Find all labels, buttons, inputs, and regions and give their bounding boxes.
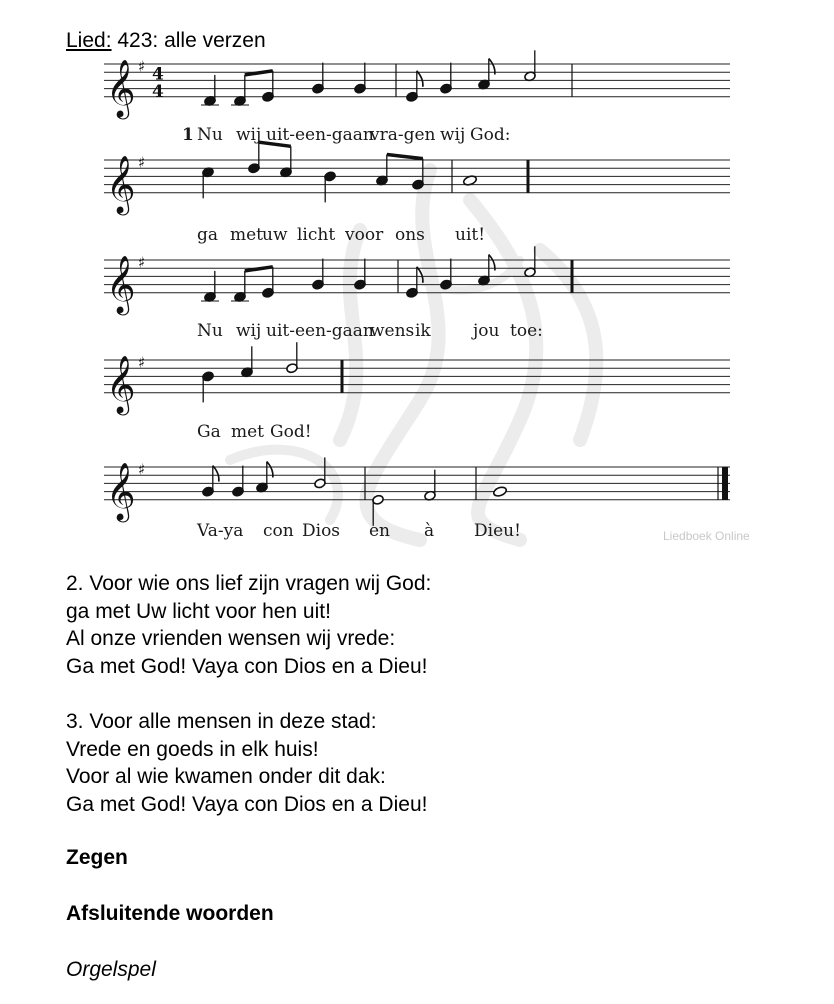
verse-2-line-3: Al onze vrienden wensen wij vrede: <box>66 627 396 650</box>
lyric-syllable: ik <box>415 321 431 341</box>
lyric-syllable: toe: <box>510 321 543 341</box>
staff-1 <box>104 50 730 120</box>
lyric-syllable: voor <box>345 225 384 245</box>
treble-clef-icon: 𝄞 <box>106 461 136 520</box>
lyric-syllable: à <box>424 521 435 541</box>
note-beam <box>387 155 423 159</box>
treble-clef-icon: 𝄞 <box>106 354 136 413</box>
lyric-syllable: uit-een-gaan <box>266 321 374 341</box>
lyric-syllable: uw <box>262 225 288 245</box>
lyric-syllable: ga <box>197 225 219 245</box>
lyric-syllable: wens <box>370 321 415 341</box>
lyric-syllable: uit! <box>455 225 486 245</box>
sharp-icon: ♯ <box>138 460 146 479</box>
watermark-credit: Liedboek Online <box>663 529 750 543</box>
hymn-title: 423: alle verzen <box>111 29 266 52</box>
lyric-syllable: God! <box>270 422 312 442</box>
lyric-syllable: wij <box>440 125 466 145</box>
sharp-icon: ♯ <box>138 153 146 172</box>
verse-3 <box>66 708 427 818</box>
lyric-syllable: Dios <box>302 521 341 541</box>
lyric-syllable: Nu <box>197 321 223 341</box>
lyric-syllable: jou <box>473 321 500 341</box>
lyric-syllable: Ga <box>197 422 221 442</box>
lied-label: Lied: <box>66 29 112 52</box>
note-beam <box>245 267 273 271</box>
note-flag <box>417 71 423 87</box>
sharp-icon: ♯ <box>138 253 146 272</box>
final-bar-line <box>722 467 728 500</box>
lyric-syllable: met <box>230 225 264 245</box>
verse-2-line-2: ga met Uw licht voor hen uit! <box>66 599 331 623</box>
lyric-syllable: uit-een-gaan <box>266 125 374 145</box>
verse-3-line-2: Vrede en goeds in elk huis! <box>66 737 319 761</box>
closing-words-heading: Afsluitende woorden <box>66 902 274 925</box>
lyric-syllable: God: <box>470 125 511 145</box>
treble-clef-icon: 𝄞 <box>106 254 136 313</box>
note-flag <box>213 466 219 482</box>
sharp-icon: ♯ <box>138 57 146 76</box>
lyric-syllable: met <box>231 422 265 442</box>
note-beam <box>245 71 273 75</box>
staff-3 <box>104 246 730 315</box>
verse-3-line-4: Ga met God! Vaya con Dios en a Dieu! <box>66 792 428 816</box>
verse-2 <box>66 570 431 680</box>
lyric-syllable: licht <box>297 225 336 245</box>
lyric-syllable: con <box>263 521 294 541</box>
verse-3-line-1: 3. Voor alle mensen in deze stad: <box>66 710 377 733</box>
lyric-syllable: Nu <box>197 125 223 145</box>
lyric-syllable: wij <box>236 125 262 145</box>
treble-clef-icon: 𝄞 <box>106 154 136 213</box>
verse-3-line-3: Voor al wie kwamen onder dit dak: <box>66 765 386 788</box>
note-head <box>493 486 508 498</box>
verse-2-line-1: 2. Voor wie ons lief zijn vragen wij God: <box>66 572 432 595</box>
lyric-syllable: vra-gen <box>370 125 436 145</box>
treble-clef-icon: 𝄞 <box>106 58 136 117</box>
lyric-syllable: Dieu! <box>474 521 521 541</box>
time-signature-top: 4 <box>152 64 164 85</box>
lyric-syllable: 1 <box>182 125 194 145</box>
staff-5 <box>104 457 730 525</box>
lyric-syllable: ons <box>395 225 425 245</box>
blessing-heading: Zegen <box>66 846 128 869</box>
verse-2-line-4: Ga met God! Vaya con Dios en a Dieu! <box>66 654 428 678</box>
organ-music-label: Orgelspel <box>66 958 156 981</box>
time-signature-bottom: 4 <box>152 81 164 102</box>
lyric-syllable: Va-ya <box>197 521 244 541</box>
lyric-syllable: en <box>369 521 391 541</box>
sharp-icon: ♯ <box>138 353 146 372</box>
lyric-syllable: wij <box>236 321 262 341</box>
